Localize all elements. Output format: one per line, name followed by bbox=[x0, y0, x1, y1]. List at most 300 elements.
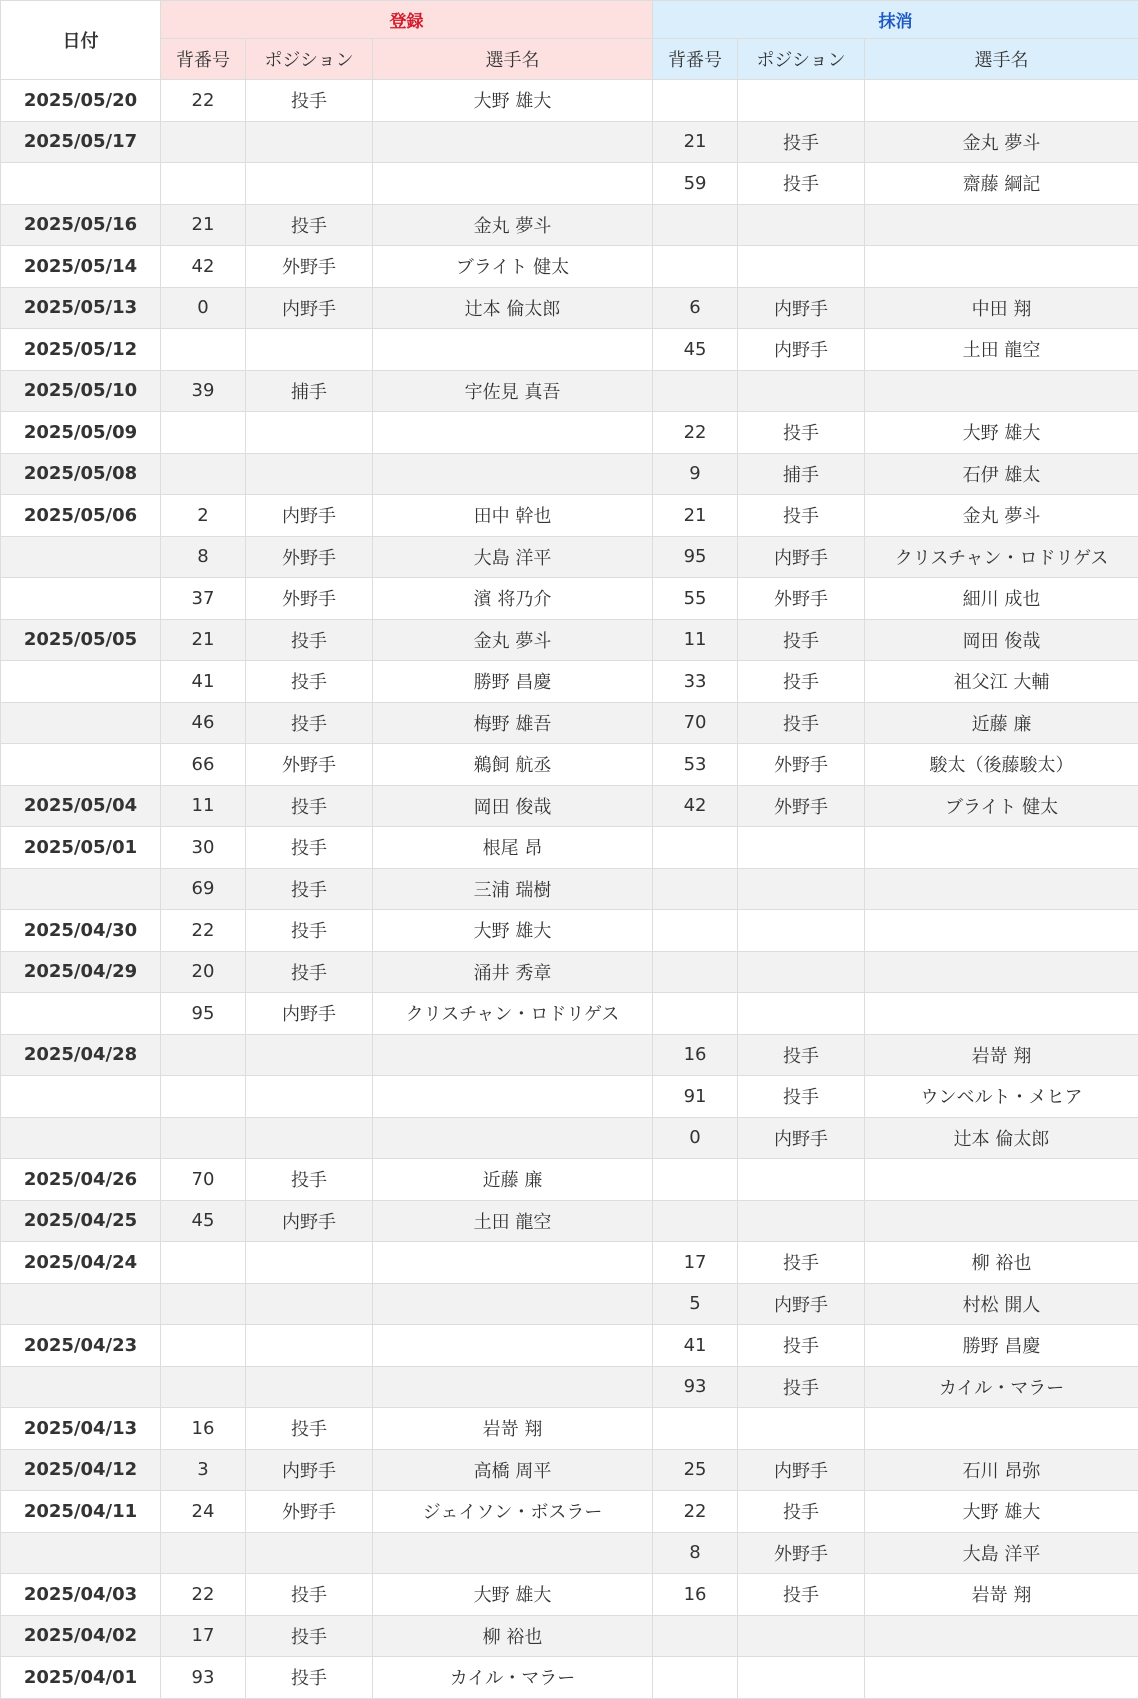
register-number-cell: 95 bbox=[161, 993, 246, 1035]
register-player-cell: 三浦 瑞樹 bbox=[373, 868, 653, 910]
delete-player-cell bbox=[865, 370, 1138, 412]
table-row bbox=[1, 1117, 1138, 1159]
table-row bbox=[1, 246, 1138, 288]
register-number-cell: 22 bbox=[161, 80, 246, 122]
register-number-cell bbox=[161, 121, 246, 163]
register-number-cell: 42 bbox=[161, 246, 246, 288]
register-player-cell bbox=[373, 1325, 653, 1367]
delete-player-cell bbox=[865, 1615, 1138, 1657]
delete-position-cell bbox=[738, 246, 865, 288]
table-row bbox=[1, 1615, 1138, 1657]
date-cell: 2025/05/01 bbox=[1, 827, 161, 869]
register-number-cell bbox=[161, 453, 246, 495]
delete-position-cell bbox=[738, 1159, 865, 1201]
delete-position-cell bbox=[738, 910, 865, 952]
register-player-cell: 田中 幹也 bbox=[373, 495, 653, 537]
date-cell: 2025/05/13 bbox=[1, 287, 161, 329]
delete-position-cell: 投手 bbox=[738, 1076, 865, 1118]
delete-position-cell: 投手 bbox=[738, 1574, 865, 1616]
delete-number-cell: 25 bbox=[653, 1449, 738, 1491]
delete-player-cell: ウンベルト・メヒア bbox=[865, 1076, 1138, 1118]
delete-player-cell: 近藤 廉 bbox=[865, 702, 1138, 744]
delete-number-cell: 21 bbox=[653, 495, 738, 537]
register-player-cell bbox=[373, 1117, 653, 1159]
delete-number-cell bbox=[653, 1200, 738, 1242]
delete-position-cell: 投手 bbox=[738, 1242, 865, 1284]
delete-number-cell: 55 bbox=[653, 578, 738, 620]
date-cell: 2025/04/29 bbox=[1, 951, 161, 993]
table-row bbox=[1, 1408, 1138, 1450]
register-position-cell bbox=[246, 1034, 373, 1076]
register-position-cell bbox=[246, 1325, 373, 1367]
delete-number-cell: 59 bbox=[653, 163, 738, 205]
table-row bbox=[1, 1034, 1138, 1076]
delete-group-header: 抹消 bbox=[653, 1, 1138, 39]
register-player-cell: カイル・マラー bbox=[373, 1657, 653, 1699]
delete-player-cell: 大島 洋平 bbox=[865, 1532, 1138, 1574]
delete-position-cell: 投手 bbox=[738, 619, 865, 661]
register-number-cell bbox=[161, 412, 246, 454]
date-cell bbox=[1, 993, 161, 1035]
register-position-cell: 内野手 bbox=[246, 1200, 373, 1242]
table-row bbox=[1, 1325, 1138, 1367]
register-number-cell: 22 bbox=[161, 910, 246, 952]
register-player-cell: ジェイソン・ボスラー bbox=[373, 1491, 653, 1533]
register-position-cell: 投手 bbox=[246, 951, 373, 993]
delete-player-cell: ブライト 健太 bbox=[865, 785, 1138, 827]
date-cell: 2025/05/09 bbox=[1, 412, 161, 454]
date-cell: 2025/04/23 bbox=[1, 1325, 161, 1367]
table-row bbox=[1, 329, 1138, 371]
delete-number-cell: 33 bbox=[653, 661, 738, 703]
date-cell: 2025/04/12 bbox=[1, 1449, 161, 1491]
register-position-cell: 投手 bbox=[246, 868, 373, 910]
delete-number-cell: 8 bbox=[653, 1532, 738, 1574]
register-number-cell: 46 bbox=[161, 702, 246, 744]
delete-position-cell: 外野手 bbox=[738, 1532, 865, 1574]
table-row bbox=[1, 453, 1138, 495]
register-player-cell: 勝野 昌慶 bbox=[373, 661, 653, 703]
register-number-cell: 2 bbox=[161, 495, 246, 537]
register-player-cell bbox=[373, 329, 653, 371]
delete-number-cell: 53 bbox=[653, 744, 738, 786]
delete-player-cell: 辻本 倫太郎 bbox=[865, 1117, 1138, 1159]
delete-player-header: 選手名 bbox=[865, 39, 1138, 80]
table-row bbox=[1, 1242, 1138, 1284]
date-cell bbox=[1, 661, 161, 703]
table-row bbox=[1, 80, 1138, 122]
delete-position-cell: 外野手 bbox=[738, 744, 865, 786]
delete-number-cell bbox=[653, 1615, 738, 1657]
delete-player-cell: 岩嵜 翔 bbox=[865, 1034, 1138, 1076]
register-number-cell: 8 bbox=[161, 536, 246, 578]
delete-number-cell: 45 bbox=[653, 329, 738, 371]
delete-position-cell bbox=[738, 868, 865, 910]
date-cell: 2025/05/14 bbox=[1, 246, 161, 288]
delete-position-cell: 外野手 bbox=[738, 785, 865, 827]
delete-player-cell bbox=[865, 951, 1138, 993]
register-player-cell: 梅野 雄吾 bbox=[373, 702, 653, 744]
date-cell bbox=[1, 1117, 161, 1159]
date-cell bbox=[1, 163, 161, 205]
delete-player-cell: 岡田 俊哉 bbox=[865, 619, 1138, 661]
register-position-cell: 投手 bbox=[246, 661, 373, 703]
register-number-cell: 66 bbox=[161, 744, 246, 786]
register-number-cell bbox=[161, 1325, 246, 1367]
register-number-cell: 17 bbox=[161, 1615, 246, 1657]
register-number-cell: 11 bbox=[161, 785, 246, 827]
register-position-cell bbox=[246, 1283, 373, 1325]
date-cell bbox=[1, 702, 161, 744]
table-row bbox=[1, 287, 1138, 329]
delete-position-cell: 捕手 bbox=[738, 453, 865, 495]
delete-position-cell: 投手 bbox=[738, 661, 865, 703]
date-cell bbox=[1, 578, 161, 620]
delete-position-header: ポジション bbox=[738, 39, 865, 80]
delete-number-cell bbox=[653, 246, 738, 288]
delete-number-cell: 17 bbox=[653, 1242, 738, 1284]
delete-number-cell: 22 bbox=[653, 1491, 738, 1533]
register-player-cell bbox=[373, 1242, 653, 1284]
delete-position-cell: 内野手 bbox=[738, 536, 865, 578]
register-position-cell bbox=[246, 1532, 373, 1574]
register-player-cell: 大島 洋平 bbox=[373, 536, 653, 578]
register-number-cell: 3 bbox=[161, 1449, 246, 1491]
table-row bbox=[1, 661, 1138, 703]
delete-player-cell bbox=[865, 827, 1138, 869]
delete-number-cell: 6 bbox=[653, 287, 738, 329]
delete-number-cell bbox=[653, 204, 738, 246]
delete-position-cell: 投手 bbox=[738, 1325, 865, 1367]
delete-player-cell: 勝野 昌慶 bbox=[865, 1325, 1138, 1367]
register-number-header: 背番号 bbox=[161, 39, 246, 80]
delete-player-cell: 金丸 夢斗 bbox=[865, 121, 1138, 163]
register-position-cell: 投手 bbox=[246, 1615, 373, 1657]
table-row bbox=[1, 1283, 1138, 1325]
delete-number-cell: 21 bbox=[653, 121, 738, 163]
register-player-cell: 金丸 夢斗 bbox=[373, 204, 653, 246]
register-position-cell: 投手 bbox=[246, 1657, 373, 1699]
date-cell: 2025/05/12 bbox=[1, 329, 161, 371]
register-position-cell bbox=[246, 121, 373, 163]
date-cell: 2025/04/30 bbox=[1, 910, 161, 952]
register-position-cell: 外野手 bbox=[246, 744, 373, 786]
delete-number-cell: 9 bbox=[653, 453, 738, 495]
delete-number-header: 背番号 bbox=[653, 39, 738, 80]
date-cell: 2025/04/02 bbox=[1, 1615, 161, 1657]
delete-position-cell: 外野手 bbox=[738, 578, 865, 620]
table-row bbox=[1, 702, 1138, 744]
delete-position-cell: 投手 bbox=[738, 702, 865, 744]
register-position-cell: 投手 bbox=[246, 785, 373, 827]
table-row bbox=[1, 204, 1138, 246]
register-number-cell bbox=[161, 1034, 246, 1076]
register-position-cell: 投手 bbox=[246, 1159, 373, 1201]
delete-position-cell: 内野手 bbox=[738, 1117, 865, 1159]
register-position-cell bbox=[246, 1366, 373, 1408]
date-cell bbox=[1, 1283, 161, 1325]
date-cell: 2025/04/24 bbox=[1, 1242, 161, 1284]
register-position-cell: 内野手 bbox=[246, 495, 373, 537]
delete-player-cell bbox=[865, 1159, 1138, 1201]
register-number-cell: 69 bbox=[161, 868, 246, 910]
table-row bbox=[1, 1159, 1138, 1201]
register-number-cell bbox=[161, 1283, 246, 1325]
register-number-cell: 70 bbox=[161, 1159, 246, 1201]
register-player-cell: 大野 雄大 bbox=[373, 910, 653, 952]
delete-number-cell bbox=[653, 910, 738, 952]
table-row bbox=[1, 536, 1138, 578]
register-position-header: ポジション bbox=[246, 39, 373, 80]
delete-player-cell: 柳 裕也 bbox=[865, 1242, 1138, 1284]
register-number-cell: 30 bbox=[161, 827, 246, 869]
delete-position-cell bbox=[738, 1408, 865, 1450]
table-row bbox=[1, 1574, 1138, 1616]
register-position-cell: 捕手 bbox=[246, 370, 373, 412]
delete-player-cell: 大野 雄大 bbox=[865, 412, 1138, 454]
register-player-cell: 岡田 俊哉 bbox=[373, 785, 653, 827]
register-number-cell bbox=[161, 1076, 246, 1118]
register-number-cell: 93 bbox=[161, 1657, 246, 1699]
delete-position-cell: 投手 bbox=[738, 1034, 865, 1076]
table-row bbox=[1, 412, 1138, 454]
delete-position-cell bbox=[738, 204, 865, 246]
delete-player-cell bbox=[865, 993, 1138, 1035]
register-player-cell bbox=[373, 1076, 653, 1118]
register-player-cell: 宇佐見 真吾 bbox=[373, 370, 653, 412]
delete-player-cell bbox=[865, 1200, 1138, 1242]
delete-number-cell: 0 bbox=[653, 1117, 738, 1159]
register-player-cell bbox=[373, 1366, 653, 1408]
register-position-cell: 外野手 bbox=[246, 578, 373, 620]
table-row bbox=[1, 1200, 1138, 1242]
table-row bbox=[1, 1491, 1138, 1533]
table-body bbox=[1, 80, 1138, 1699]
table-row bbox=[1, 163, 1138, 205]
register-position-cell bbox=[246, 1242, 373, 1284]
register-number-cell: 39 bbox=[161, 370, 246, 412]
delete-number-cell: 91 bbox=[653, 1076, 738, 1118]
delete-position-cell: 投手 bbox=[738, 163, 865, 205]
delete-player-cell bbox=[865, 1408, 1138, 1450]
delete-position-cell: 内野手 bbox=[738, 1283, 865, 1325]
table-row bbox=[1, 1366, 1138, 1408]
delete-player-cell bbox=[865, 246, 1138, 288]
table-row bbox=[1, 1076, 1138, 1118]
delete-player-cell bbox=[865, 868, 1138, 910]
register-player-cell: 高橋 周平 bbox=[373, 1449, 653, 1491]
table-row bbox=[1, 121, 1138, 163]
register-number-cell bbox=[161, 1532, 246, 1574]
delete-position-cell: 内野手 bbox=[738, 287, 865, 329]
delete-number-cell: 70 bbox=[653, 702, 738, 744]
register-position-cell: 投手 bbox=[246, 702, 373, 744]
table-row bbox=[1, 578, 1138, 620]
register-player-cell bbox=[373, 1532, 653, 1574]
delete-position-cell: 内野手 bbox=[738, 329, 865, 371]
delete-number-cell: 16 bbox=[653, 1034, 738, 1076]
register-position-cell: 外野手 bbox=[246, 536, 373, 578]
table-row bbox=[1, 744, 1138, 786]
delete-player-cell: 石伊 雄太 bbox=[865, 453, 1138, 495]
delete-position-cell: 投手 bbox=[738, 495, 865, 537]
table-row bbox=[1, 951, 1138, 993]
register-position-cell: 内野手 bbox=[246, 1449, 373, 1491]
delete-position-cell: 投手 bbox=[738, 1366, 865, 1408]
register-player-cell bbox=[373, 163, 653, 205]
register-number-cell bbox=[161, 1242, 246, 1284]
delete-number-cell: 93 bbox=[653, 1366, 738, 1408]
date-cell bbox=[1, 536, 161, 578]
register-number-cell: 0 bbox=[161, 287, 246, 329]
table-row bbox=[1, 1449, 1138, 1491]
date-cell: 2025/05/06 bbox=[1, 495, 161, 537]
table-row bbox=[1, 910, 1138, 952]
register-player-cell: 金丸 夢斗 bbox=[373, 619, 653, 661]
register-number-cell: 20 bbox=[161, 951, 246, 993]
table-row bbox=[1, 1532, 1138, 1574]
register-number-cell bbox=[161, 163, 246, 205]
register-position-cell: 投手 bbox=[246, 204, 373, 246]
register-player-cell: 大野 雄大 bbox=[373, 1574, 653, 1616]
delete-player-cell: 土田 龍空 bbox=[865, 329, 1138, 371]
delete-player-cell: 中田 翔 bbox=[865, 287, 1138, 329]
register-position-cell: 外野手 bbox=[246, 246, 373, 288]
date-cell bbox=[1, 1076, 161, 1118]
delete-number-cell bbox=[653, 868, 738, 910]
register-number-cell bbox=[161, 329, 246, 371]
date-cell: 2025/04/13 bbox=[1, 1408, 161, 1450]
delete-number-cell: 42 bbox=[653, 785, 738, 827]
register-position-cell bbox=[246, 412, 373, 454]
delete-player-cell: 村松 開人 bbox=[865, 1283, 1138, 1325]
register-player-cell: 根尾 昂 bbox=[373, 827, 653, 869]
date-cell bbox=[1, 744, 161, 786]
delete-player-cell: クリスチャン・ロドリゲス bbox=[865, 536, 1138, 578]
register-player-cell: 涌井 秀章 bbox=[373, 951, 653, 993]
register-player-cell: 大野 雄大 bbox=[373, 80, 653, 122]
register-player-cell: 鵜飼 航丞 bbox=[373, 744, 653, 786]
delete-position-cell bbox=[738, 370, 865, 412]
date-cell: 2025/04/25 bbox=[1, 1200, 161, 1242]
register-position-cell: 投手 bbox=[246, 619, 373, 661]
table-row bbox=[1, 370, 1138, 412]
delete-player-cell: 駿太（後藤駿太） bbox=[865, 744, 1138, 786]
register-player-cell bbox=[373, 412, 653, 454]
date-cell: 2025/04/03 bbox=[1, 1574, 161, 1616]
delete-position-cell bbox=[738, 827, 865, 869]
register-position-cell: 投手 bbox=[246, 910, 373, 952]
register-position-cell bbox=[246, 329, 373, 371]
delete-number-cell: 16 bbox=[653, 1574, 738, 1616]
date-cell bbox=[1, 1366, 161, 1408]
register-player-cell bbox=[373, 453, 653, 495]
delete-position-cell: 投手 bbox=[738, 1491, 865, 1533]
register-number-cell: 16 bbox=[161, 1408, 246, 1450]
delete-player-cell bbox=[865, 204, 1138, 246]
register-player-cell bbox=[373, 1034, 653, 1076]
date-cell: 2025/04/28 bbox=[1, 1034, 161, 1076]
table-row bbox=[1, 827, 1138, 869]
delete-player-cell bbox=[865, 910, 1138, 952]
register-position-cell bbox=[246, 163, 373, 205]
register-number-cell: 22 bbox=[161, 1574, 246, 1616]
register-position-cell bbox=[246, 453, 373, 495]
date-cell bbox=[1, 868, 161, 910]
register-number-cell: 24 bbox=[161, 1491, 246, 1533]
delete-player-cell: 細川 成也 bbox=[865, 578, 1138, 620]
register-number-cell: 45 bbox=[161, 1200, 246, 1242]
delete-player-cell: カイル・マラー bbox=[865, 1366, 1138, 1408]
register-player-cell bbox=[373, 1283, 653, 1325]
delete-position-cell: 内野手 bbox=[738, 1449, 865, 1491]
delete-number-cell: 22 bbox=[653, 412, 738, 454]
date-cell: 2025/04/26 bbox=[1, 1159, 161, 1201]
register-position-cell: 投手 bbox=[246, 827, 373, 869]
delete-player-cell: 祖父江 大輔 bbox=[865, 661, 1138, 703]
register-position-cell: 内野手 bbox=[246, 287, 373, 329]
delete-number-cell: 5 bbox=[653, 1283, 738, 1325]
table-row bbox=[1, 619, 1138, 661]
register-number-cell: 41 bbox=[161, 661, 246, 703]
delete-position-cell bbox=[738, 1200, 865, 1242]
register-position-cell: 内野手 bbox=[246, 993, 373, 1035]
date-column-header: 日付 bbox=[1, 1, 161, 80]
delete-position-cell bbox=[738, 80, 865, 122]
register-player-cell: 近藤 廉 bbox=[373, 1159, 653, 1201]
table-row bbox=[1, 785, 1138, 827]
delete-player-cell: 大野 雄大 bbox=[865, 1491, 1138, 1533]
register-player-cell: 土田 龍空 bbox=[373, 1200, 653, 1242]
delete-player-cell: 齋藤 綱記 bbox=[865, 163, 1138, 205]
table-row bbox=[1, 495, 1138, 537]
delete-number-cell bbox=[653, 993, 738, 1035]
register-number-cell: 37 bbox=[161, 578, 246, 620]
date-cell: 2025/05/05 bbox=[1, 619, 161, 661]
delete-position-cell: 投手 bbox=[738, 121, 865, 163]
delete-number-cell bbox=[653, 370, 738, 412]
register-position-cell bbox=[246, 1117, 373, 1159]
register-player-cell: 濱 将乃介 bbox=[373, 578, 653, 620]
table-row bbox=[1, 868, 1138, 910]
delete-number-cell bbox=[653, 951, 738, 993]
register-number-cell: 21 bbox=[161, 619, 246, 661]
date-cell: 2025/05/08 bbox=[1, 453, 161, 495]
register-player-cell: 岩嵜 翔 bbox=[373, 1408, 653, 1450]
delete-player-cell: 岩嵜 翔 bbox=[865, 1574, 1138, 1616]
register-position-cell: 投手 bbox=[246, 80, 373, 122]
date-cell bbox=[1, 1532, 161, 1574]
register-player-cell: クリスチャン・ロドリゲス bbox=[373, 993, 653, 1035]
delete-number-cell bbox=[653, 1159, 738, 1201]
register-position-cell: 外野手 bbox=[246, 1491, 373, 1533]
register-position-cell bbox=[246, 1076, 373, 1118]
register-position-cell: 投手 bbox=[246, 1408, 373, 1450]
register-player-cell: 柳 裕也 bbox=[373, 1615, 653, 1657]
date-cell: 2025/05/20 bbox=[1, 80, 161, 122]
register-number-cell: 21 bbox=[161, 204, 246, 246]
date-cell: 2025/05/17 bbox=[1, 121, 161, 163]
register-player-cell: ブライト 健太 bbox=[373, 246, 653, 288]
date-cell: 2025/05/04 bbox=[1, 785, 161, 827]
register-number-cell bbox=[161, 1366, 246, 1408]
date-cell: 2025/04/11 bbox=[1, 1491, 161, 1533]
delete-position-cell: 投手 bbox=[738, 412, 865, 454]
delete-number-cell bbox=[653, 827, 738, 869]
table-row bbox=[1, 993, 1138, 1035]
delete-number-cell: 11 bbox=[653, 619, 738, 661]
delete-position-cell bbox=[738, 993, 865, 1035]
